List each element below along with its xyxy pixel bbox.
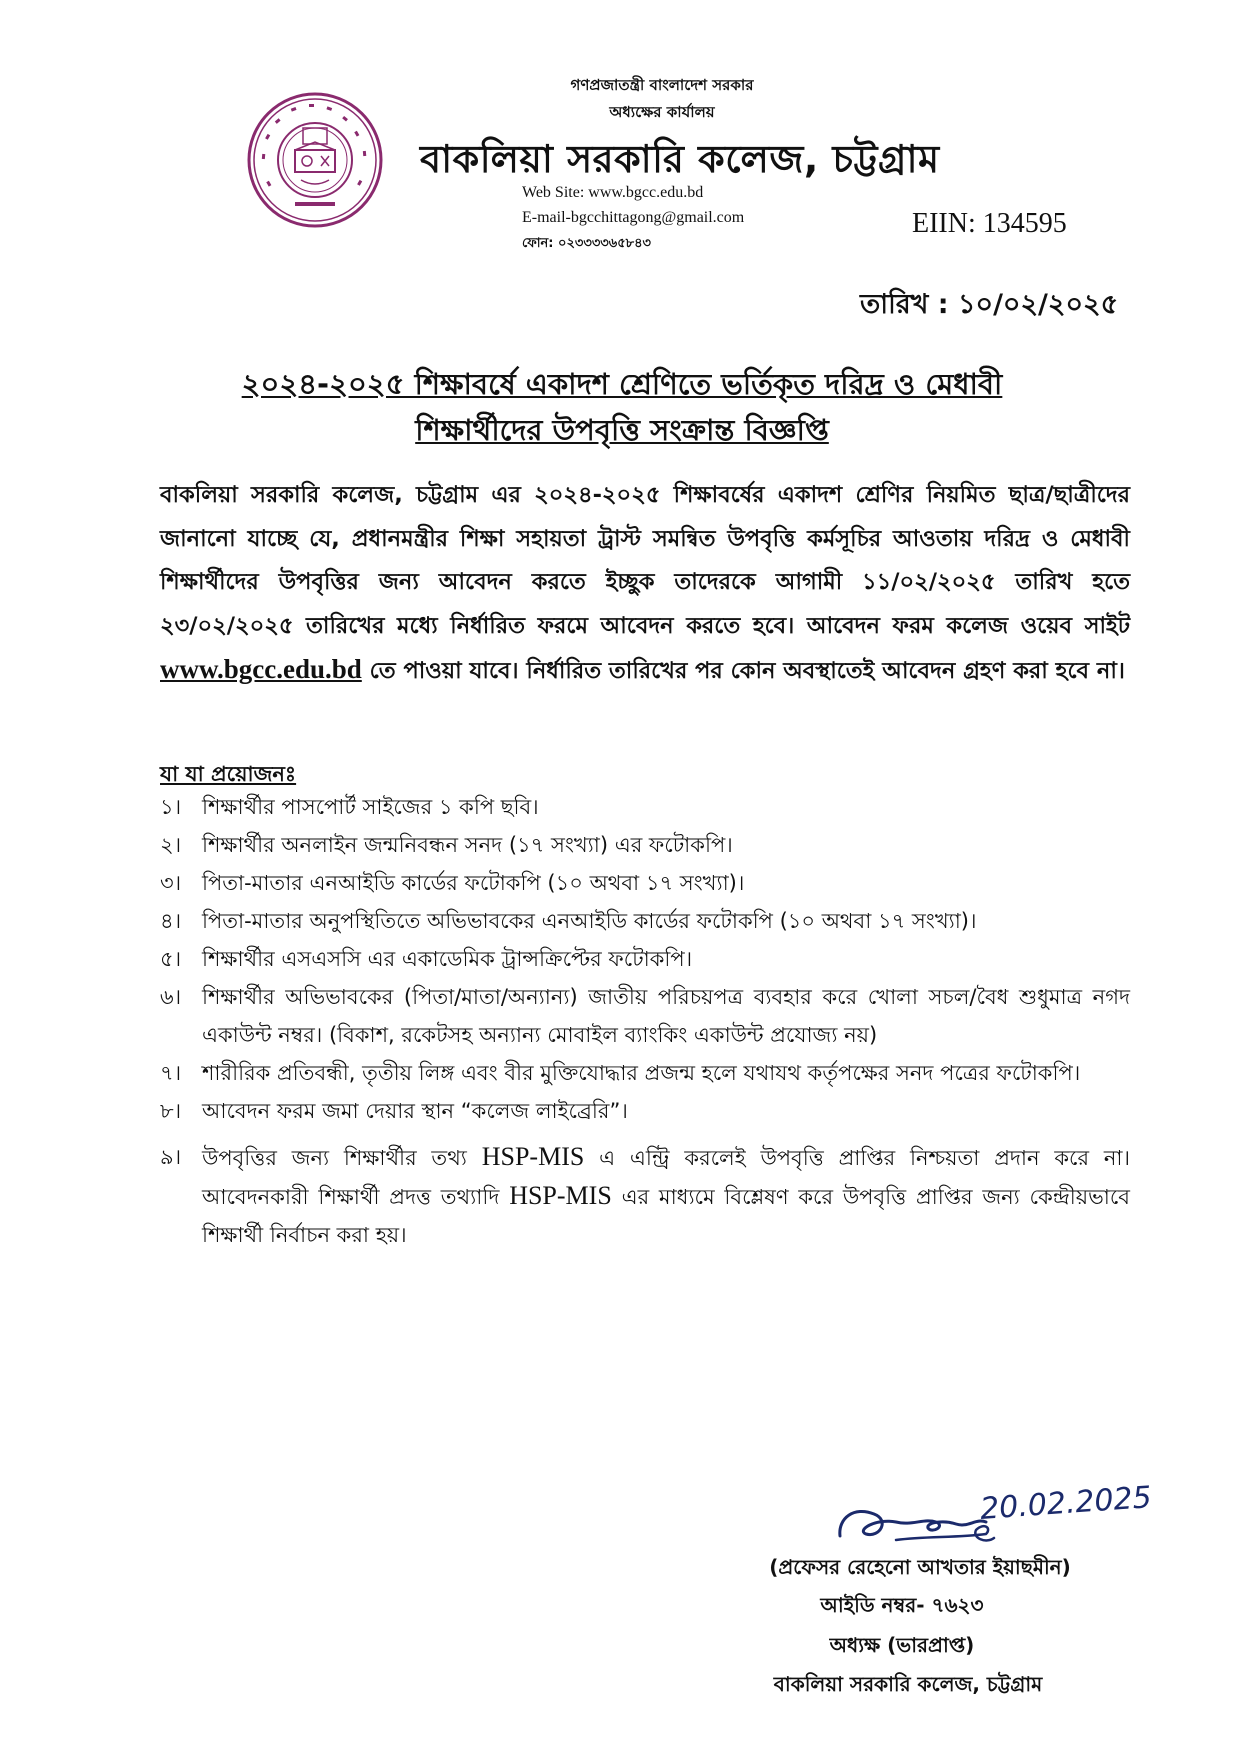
signatory-id: আইডি নম্বর- ৭৬২৩: [820, 1593, 984, 1617]
item-text: শিক্ষার্থীর অভিভাবকের (পিতা/মাতা/অন্যান্য) জাতীয় পরিচয়পত্র ব্যবহার করে খোলা সচল/বৈধ শুধুমাত্র নগদ একাউন্ট নম্বর। (বিকাশ, রকেটসহ অন্যান্য মোবাইল ব্যাংকিং একাউন্ট প্রযোজ্য নয়): [202, 985, 1130, 1047]
requirements-heading: যা যা প্রয়োজনঃ: [160, 762, 297, 786]
list-item: [160, 1092, 1130, 1130]
list-item: [160, 788, 1130, 826]
notice-body-text-1: বাকলিয়া সরকারি কলেজ, চট্টগ্রাম এর ২০২৪-২০২৫ শিক্ষাবর্ষের একাদশ শ্রেণির নিয়মিত ছাত্র/ছাত্রীদের জানানো যাচ্ছে যে, প্রধানমন্ত্রীর শিক্ষা সহায়তা ট্রাস্ট সমন্বিত উপবৃত্তি কর্মসূচির আওতায় দরিদ্র ও মেধাবী শিক্ষার্থীদের উপবৃত্তির জন্য আবেদন করতে ইচ্ছুক তাদেরকে আগামী ১১/০২/২০২৫ তারিখ হতে ২৩/০২/২০২৫ তারিখের মধ্যে নির্ধারিত ফরমে আবেদন করতে হবে। আবেদন ফরম কলেজ ওয়েব সাইট: [160, 482, 1130, 639]
notice-title-line2: শিক্ষার্থীদের উপবৃত্তি সংক্রান্ত বিজ্ঞপ্তি: [415, 413, 829, 447]
signature-date: 20.02.2025: [978, 1480, 1153, 1527]
requirements-list: [160, 788, 1130, 1254]
list-item: [160, 902, 1130, 940]
item9-text-b: এ এন্ট্রি করলেই উপবৃত্তি প্রাপ্তির নিশ্চয়তা প্রদান করে না।আবেদনকারী শিক্ষার্থী প্রদত্ত তথ্যাদি: [202, 1146, 1130, 1209]
item-number: ৪।: [160, 909, 182, 933]
item-number: ৯।: [160, 1145, 182, 1169]
item-number: ৬।: [160, 985, 182, 1009]
eiin-number: EIIN: 134595: [912, 208, 1067, 239]
hsp-mis-term: HSP-MIS: [481, 1142, 585, 1171]
notice-body: [160, 474, 1130, 694]
list-item: [160, 940, 1130, 978]
item-number: ৫।: [160, 947, 182, 971]
item-number: ৩।: [160, 871, 182, 895]
hsp-mis-term: HSP-MIS: [509, 1181, 612, 1210]
college-name-heading: বাকলিয়া সরকারি কলেজ, চট্টগ্রাম: [420, 137, 940, 181]
item-text: শিক্ষার্থীর পাসপোর্ট সাইজের ১ কপি ছবি।: [202, 795, 539, 819]
list-item: [160, 1054, 1130, 1092]
notice-title-line1: ২০২৪-২০২৫ শিক্ষাবর্ষে একাদশ শ্রেণিতে ভর্তিকৃত দরিদ্র ও মেধাবী: [241, 367, 1003, 401]
item-text: শিক্ষার্থীর এসএসসি এর একাডেমিক ট্রান্সক্রিপ্টের ফটোকপি।: [202, 947, 693, 971]
list-item: [160, 1138, 1130, 1254]
item-number: ৮।: [160, 1099, 182, 1123]
item-text: শিক্ষার্থীর অনলাইন জন্মনিবন্ধন সনদ (১৭ সংখ্যা) এর ফটোকপি।: [202, 833, 733, 857]
government-title: গণপ্রজাতন্ত্রী বাংলাদেশ সরকার: [570, 76, 754, 94]
item9-text-c: এর মাধ্যমে বিশ্লেষণ করে উপবৃত্তি প্রাপ্তির জন্য কেন্দ্রীয়ভাবে শিক্ষার্থী নির্বাচন করা হয়।: [202, 1185, 1130, 1247]
college-website-link[interactable]: www.bgcc.edu.bd: [160, 654, 362, 684]
notice-date: তারিখ : ১০/০২/২০২৫: [860, 289, 1119, 320]
email-text: E-mail-bgcchittagong@gmail.com: [522, 209, 745, 226]
item-number: ২।: [160, 833, 182, 857]
signatory-designation: অধ্যক্ষ (ভারপ্রাপ্ত): [829, 1633, 975, 1657]
item-text: আবেদন ফরম জমা দেয়ার স্থান “কলেজ লাইব্রেরি”।: [202, 1099, 628, 1123]
signatory-name: (প্রফেসর রেহেনো আখতার ইয়াছমীন): [769, 1555, 1071, 1579]
phone-text: ফোন: ০২৩৩৩৩৬৫৮৪৩: [522, 236, 651, 251]
item-number: ১।: [160, 795, 182, 819]
item-text: পিতা-মাতার অনুপস্থিতিতে অভিভাবকের এনআইডি কার্ডের ফটোকপি (১০ অথবা ১৭ সংখ্যা)।: [202, 909, 977, 933]
list-item: [160, 978, 1130, 1054]
notice-body-text-2: তে পাওয়া যাবে। নির্ধারিত তারিখের পর কোন অবস্থাতেই আবেদন গ্রহণ করা হবে না।: [369, 658, 1125, 684]
signatory-college: বাকলিয়া সরকারি কলেজ, চট্টগ্রাম: [773, 1672, 1043, 1696]
item-text: পিতা-মাতার এনআইডি কার্ডের ফটোকপি (১০ অথবা ১৭ সংখ্যা)।: [202, 871, 745, 895]
website-text: Web Site: www.bgcc.edu.bd: [522, 184, 704, 201]
list-item: [160, 864, 1130, 902]
item9-text-a: উপবৃত্তির জন্য শিক্ষার্থীর তথ্য: [202, 1146, 467, 1170]
list-item: [160, 826, 1130, 864]
item-text: [202, 1138, 1130, 1254]
office-title: অধ্যক্ষের কার্যালয়: [609, 103, 715, 121]
item-text: শারীরিক প্রতিবন্ধী, তৃতীয় লিঙ্গ এবং বীর মুক্তিযোদ্ধার প্রজন্ম হলে যথাযথ কর্তৃপক্ষের সনদ পত্রের ফটোকপি।: [202, 1061, 1081, 1085]
item-number: ৭।: [160, 1061, 182, 1085]
